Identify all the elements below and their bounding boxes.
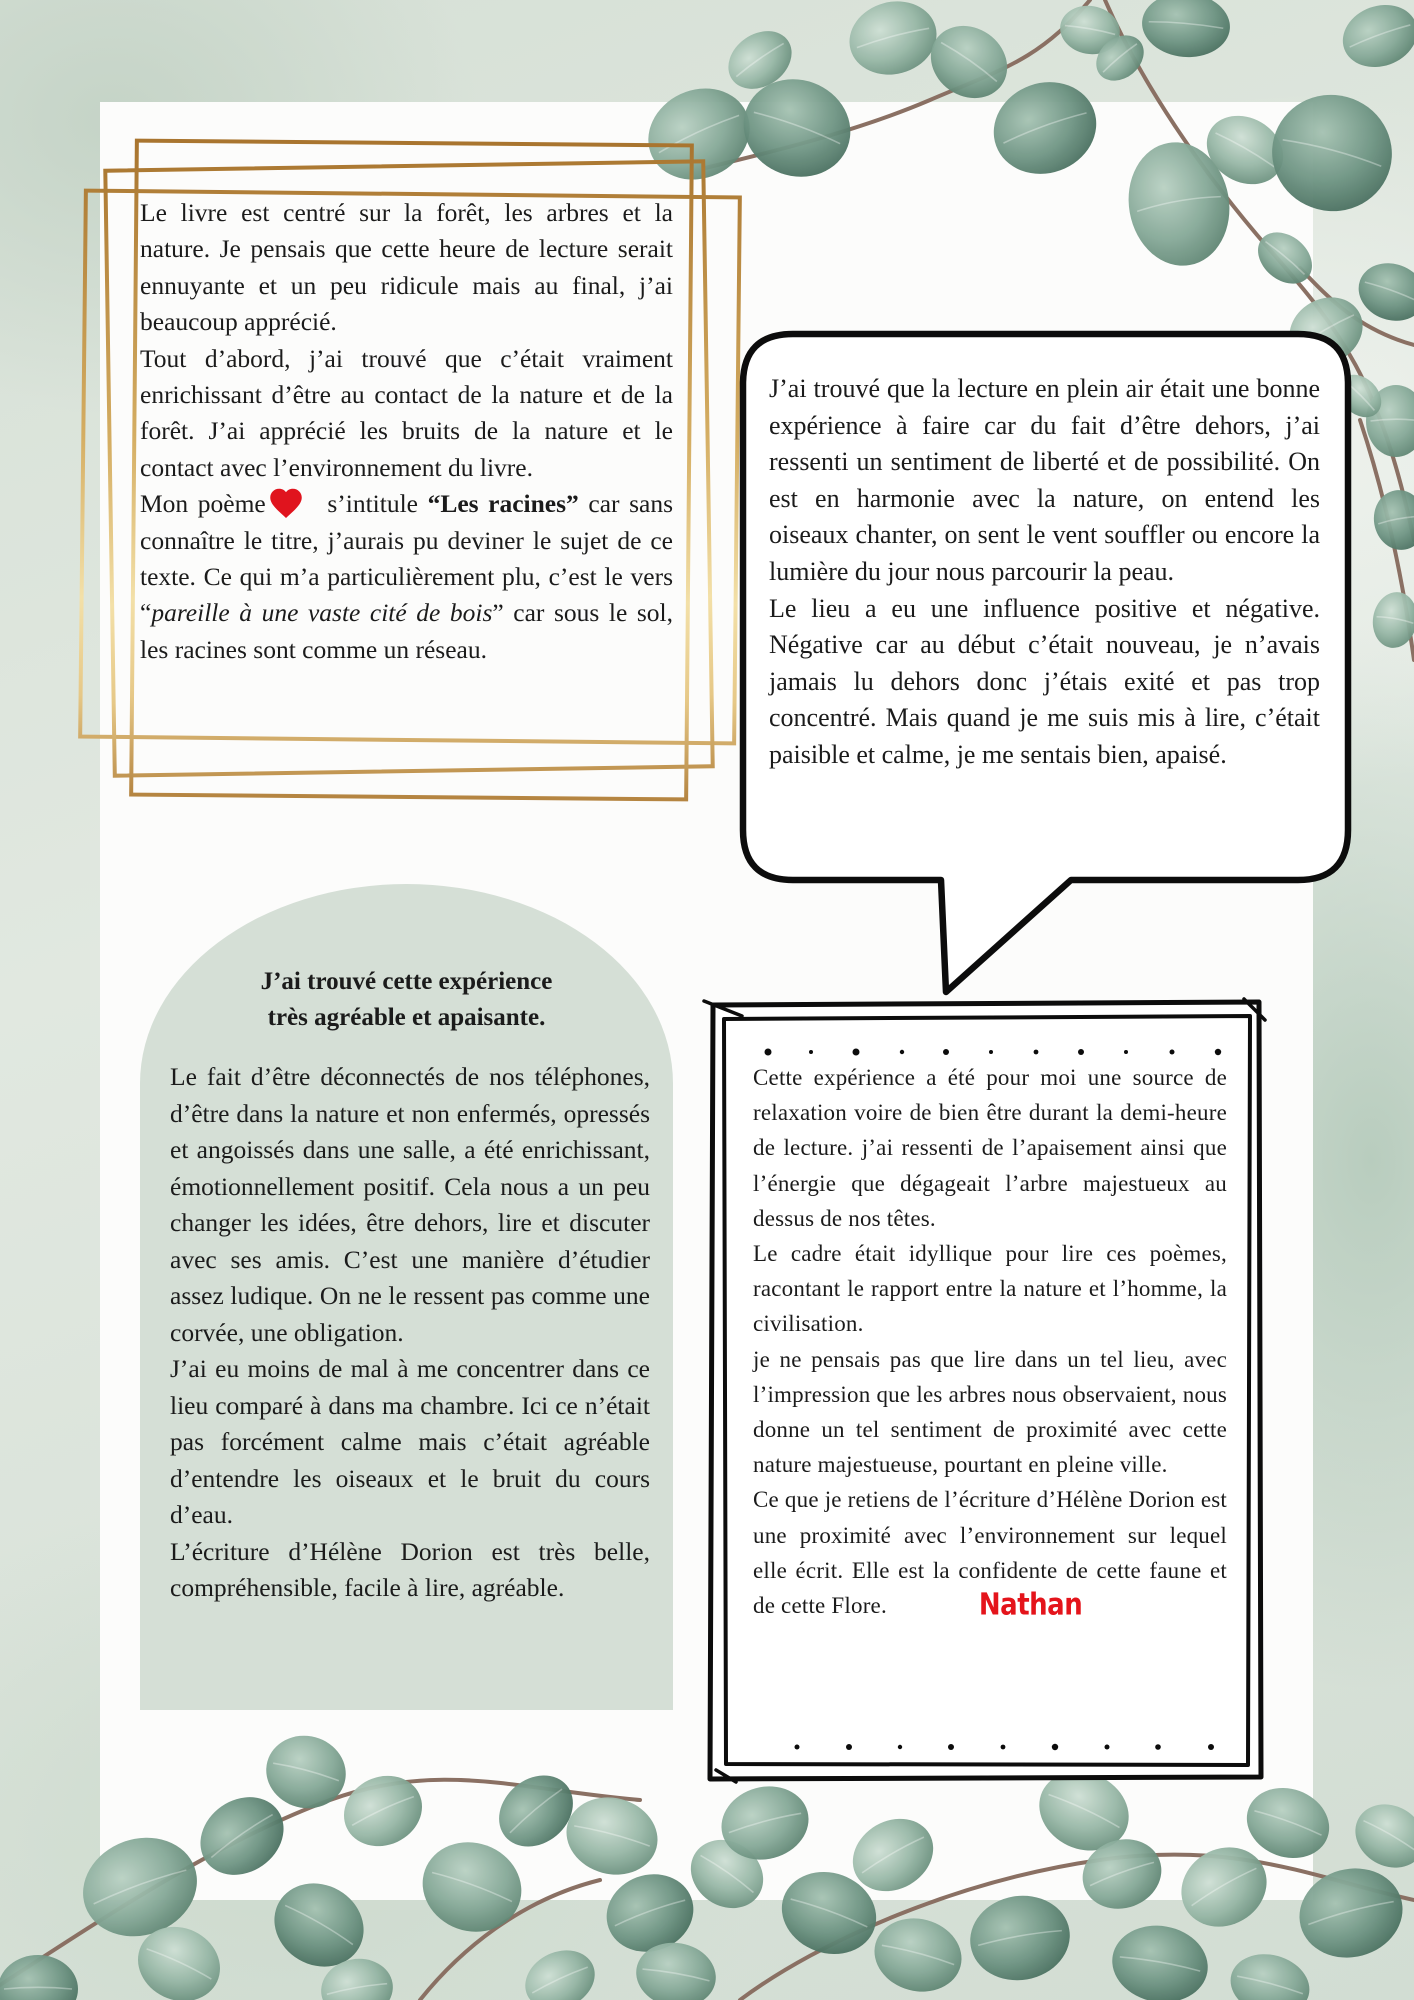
- doodle-paragraph-text: Ce que je retiens de l’écriture d’Hélène Dorion est une proximité avec l’environnement sur lequel elle écrit. Elle est la confidente de cette faune et de cette Flore.: [753, 1487, 1227, 1619]
- arch-paragraph: Le fait d’être déconnectés de nos téléphones, d’être dans la nature et non enfermés, opressés et angoissés dans une salle, a été enrichissant, émotionnellement positif. Cela nous a un peu changer les idées, être dehors, lire et discuter avec ses amis. C’est une manière d’étudier assez ludique. On ne le ressent pas comme une corvée, une obligation.: [170, 1062, 650, 1347]
- heart-shape: [270, 489, 302, 518]
- decorative-dot: [1215, 1049, 1221, 1055]
- arch-title-line: très agréable et apaisante.: [267, 1004, 546, 1031]
- poem-comment-text: car sans connaître le titre, j’aurais pu deviner le sujet de ce texte. Ce qui m’a particulièrement plu, c’est le vers “: [140, 489, 673, 628]
- decorative-dot: [1155, 1744, 1161, 1750]
- gold-paragraph: Le livre est centré sur la forêt, les arbres et la nature. Je pensais que cette heure de lecture serait ennuyante et un peu ridicule mais au final, j’ai beaucoup apprécié.: [140, 198, 673, 337]
- speech-bubble-text: [769, 371, 1320, 774]
- doodle-paragraph: je ne pensais pas que lire dans un tel lieu, avec l’impression que les arbres nous observaient, nous donne un tel sentiment de proximité avec cette nature majestueuse, pourtant en pleine ville.: [753, 1346, 1227, 1478]
- arch-title: [140, 964, 673, 1036]
- gold-paragraph: Tout d’abord, j’ai trouvé que c’était vraiment enrichissant d’être au contact de la nature et de la forêt. J’ai apprécié les bruits de la nature et le contact avec l’environnement du livre.: [140, 343, 673, 482]
- doodle-paragraph: [753, 1482, 1227, 1623]
- decorative-dot: [898, 1745, 902, 1749]
- decorative-dot: [853, 1049, 860, 1056]
- heart-icon: [268, 486, 304, 519]
- poem-intro-text: Mon poème: [140, 489, 266, 519]
- gold-frame-text: [140, 195, 673, 668]
- decorative-dot: [1078, 1049, 1084, 1055]
- decorative-dot: [989, 1050, 993, 1054]
- poem-title: “Les racines”: [427, 489, 579, 519]
- decorative-dot: [943, 1049, 949, 1055]
- poem-title-lead: s’intitule: [317, 489, 428, 519]
- arch-box: [140, 884, 673, 1710]
- doodle-paragraph: Cette expérience a été pour moi une source de relaxation voire de bien être durant la demi-heure de lecture. j’ai ressenti de l’apaisement ainsi que l’énergie que dégageait l’arbre majestueux au dessus de nos têtes.: [753, 1065, 1227, 1231]
- author-signature: Nathan: [978, 1587, 1083, 1623]
- decorative-dot: [1052, 1744, 1058, 1750]
- decorative-dot: [846, 1744, 852, 1750]
- poem-closing-text: ” car sous le sol, les racines sont comme un réseau.: [140, 598, 673, 664]
- decorative-dot: [1001, 1745, 1006, 1750]
- arch-paragraph: L’écriture d’Hélène Dorion est très belle, compréhensible, facile à lire, agréable.: [170, 1536, 650, 1602]
- decorative-dot: [1124, 1050, 1128, 1054]
- decorative-dot: [809, 1050, 813, 1054]
- bubble-paragraph: Le lieu a eu une influence positive et négative. Négative car au début c’était nouveau, je n’avais jamais lu dehors donc j’étais exité et pas trop concentré. Mais quand je me suis mis à lire, c’était paisible et calme, je me sentais bien, apaisé.: [769, 593, 1320, 769]
- poem-verse-quote: pareille à une vaste cité de bois: [151, 598, 493, 628]
- gold-paragraph: [140, 486, 673, 668]
- arch-title-line: J’ai trouvé cette expérience: [260, 968, 553, 995]
- bubble-paragraph: J’ai trouvé que la lecture en plein air était une bonne expérience à faire car du fait d’être dehors, j’ai ressenti un sentiment de liberté et de possibilité. On est en harmonie avec la nature, on entend les oiseaux chanter, on sent le vent souffler ou encore la lumière du jour nous parcourir la peau.: [769, 374, 1320, 586]
- decorative-dot: [900, 1050, 904, 1054]
- arch-paragraph: J’ai eu moins de mal à me concentrer dans ce lieu comparé à dans ma chambre. Ici ce n’était pas forcément calme mais c’était agréable d’entendre les oiseaux et le bruit du cours d’eau.: [170, 1354, 650, 1529]
- decorative-dot: [1105, 1745, 1110, 1750]
- decorative-dot: [1208, 1744, 1214, 1750]
- decorative-dot: [795, 1745, 800, 1750]
- doodle-box-text: [753, 1060, 1227, 1623]
- decorative-dot: [948, 1744, 954, 1750]
- decorative-dot: [1034, 1050, 1039, 1055]
- decorative-dot: [765, 1049, 772, 1056]
- doodle-paragraph: Le cadre était idyllique pour lire ces poèmes, racontant le rapport entre la nature et l’homme, la civilisation.: [753, 1241, 1227, 1337]
- decorative-dot: [1170, 1050, 1175, 1055]
- arch-body: [170, 1059, 650, 1607]
